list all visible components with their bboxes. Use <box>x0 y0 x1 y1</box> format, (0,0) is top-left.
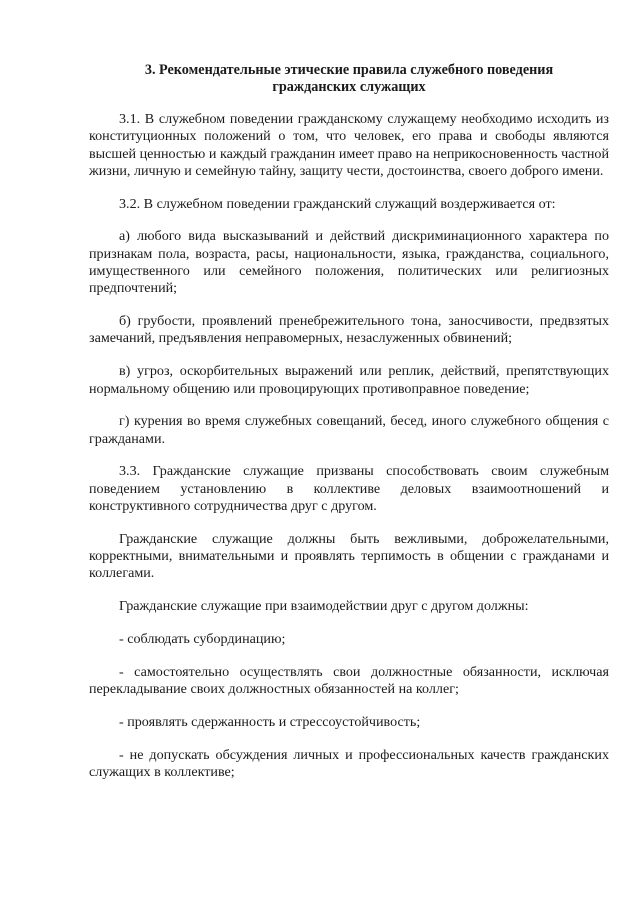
bullet-restraint: - проявлять сдержанность и стрессоустойчивость; <box>119 713 421 730</box>
list-item-g: г) курения во время служебных совещаний, бесед, иного служебного общения с гражданами. <box>89 413 609 447</box>
list-item-b: б) грубости, проявлений пренебрежительного тона, заносчивости, предвзятых замечаний, предъявления неправомерных, незаслуженных обвинений; <box>89 313 609 347</box>
section-title-line-1: 3. Рекомендательные этические правила служебного поведения <box>144 62 554 78</box>
list-item-a: а) любого вида высказываний и действий дискриминационного характера по признакам пола, возраста, расы, национальности, языка, гражданства, социального, имущественного или семейного положения, политических или религиозных предпочтений; <box>89 228 609 297</box>
paragraph-courtesy: Гражданские служащие должны быть вежливыми, доброжелательными, корректными, внимательными и проявлять терпимость в общении с гражданами и коллегами. <box>89 530 609 582</box>
document-body <box>89 62 609 797</box>
paragraph-interaction: Гражданские служащие при взаимодействии друг с другом должны: <box>119 598 529 615</box>
section-title <box>89 62 609 95</box>
list-item-v: в) угроз, оскорбительных выражений или реплик, действий, препятствующих нормальному общению или провоцирующих противоправное поведение; <box>89 363 609 397</box>
paragraph-3-2: 3.2. В служебном поведении гражданский служащий воздерживается от: <box>119 195 556 212</box>
bullet-no-discussion: - не допускать обсуждения личных и профессиональных качеств гражданских служащих в коллективе; <box>89 746 609 781</box>
bullet-subordination: - соблюдать субординацию; <box>119 631 286 648</box>
bullet-duties: - самостоятельно осуществлять свои должностные обязанности, исключая перекладывание своих должностных обязанностей на коллег; <box>89 663 609 698</box>
paragraph-3-3: 3.3. Гражданские служащие призваны способствовать своим служебным поведением установлению в коллективе деловых взаимоотношений и конструктивного сотрудничества друг с другом. <box>89 463 609 515</box>
paragraph-3-1: 3.1. В служебном поведении гражданскому служащему необходимо исходить из конституционных положений о том, что человек, его права и свободы являются высшей ценностью и каждый гражданин имеет право на неприкосновенность частной жизни, личную и семейную тайну, защиту чести, достоинства, своего доброго имени. <box>89 111 609 179</box>
section-title-line-2: гражданских служащих <box>272 78 426 95</box>
